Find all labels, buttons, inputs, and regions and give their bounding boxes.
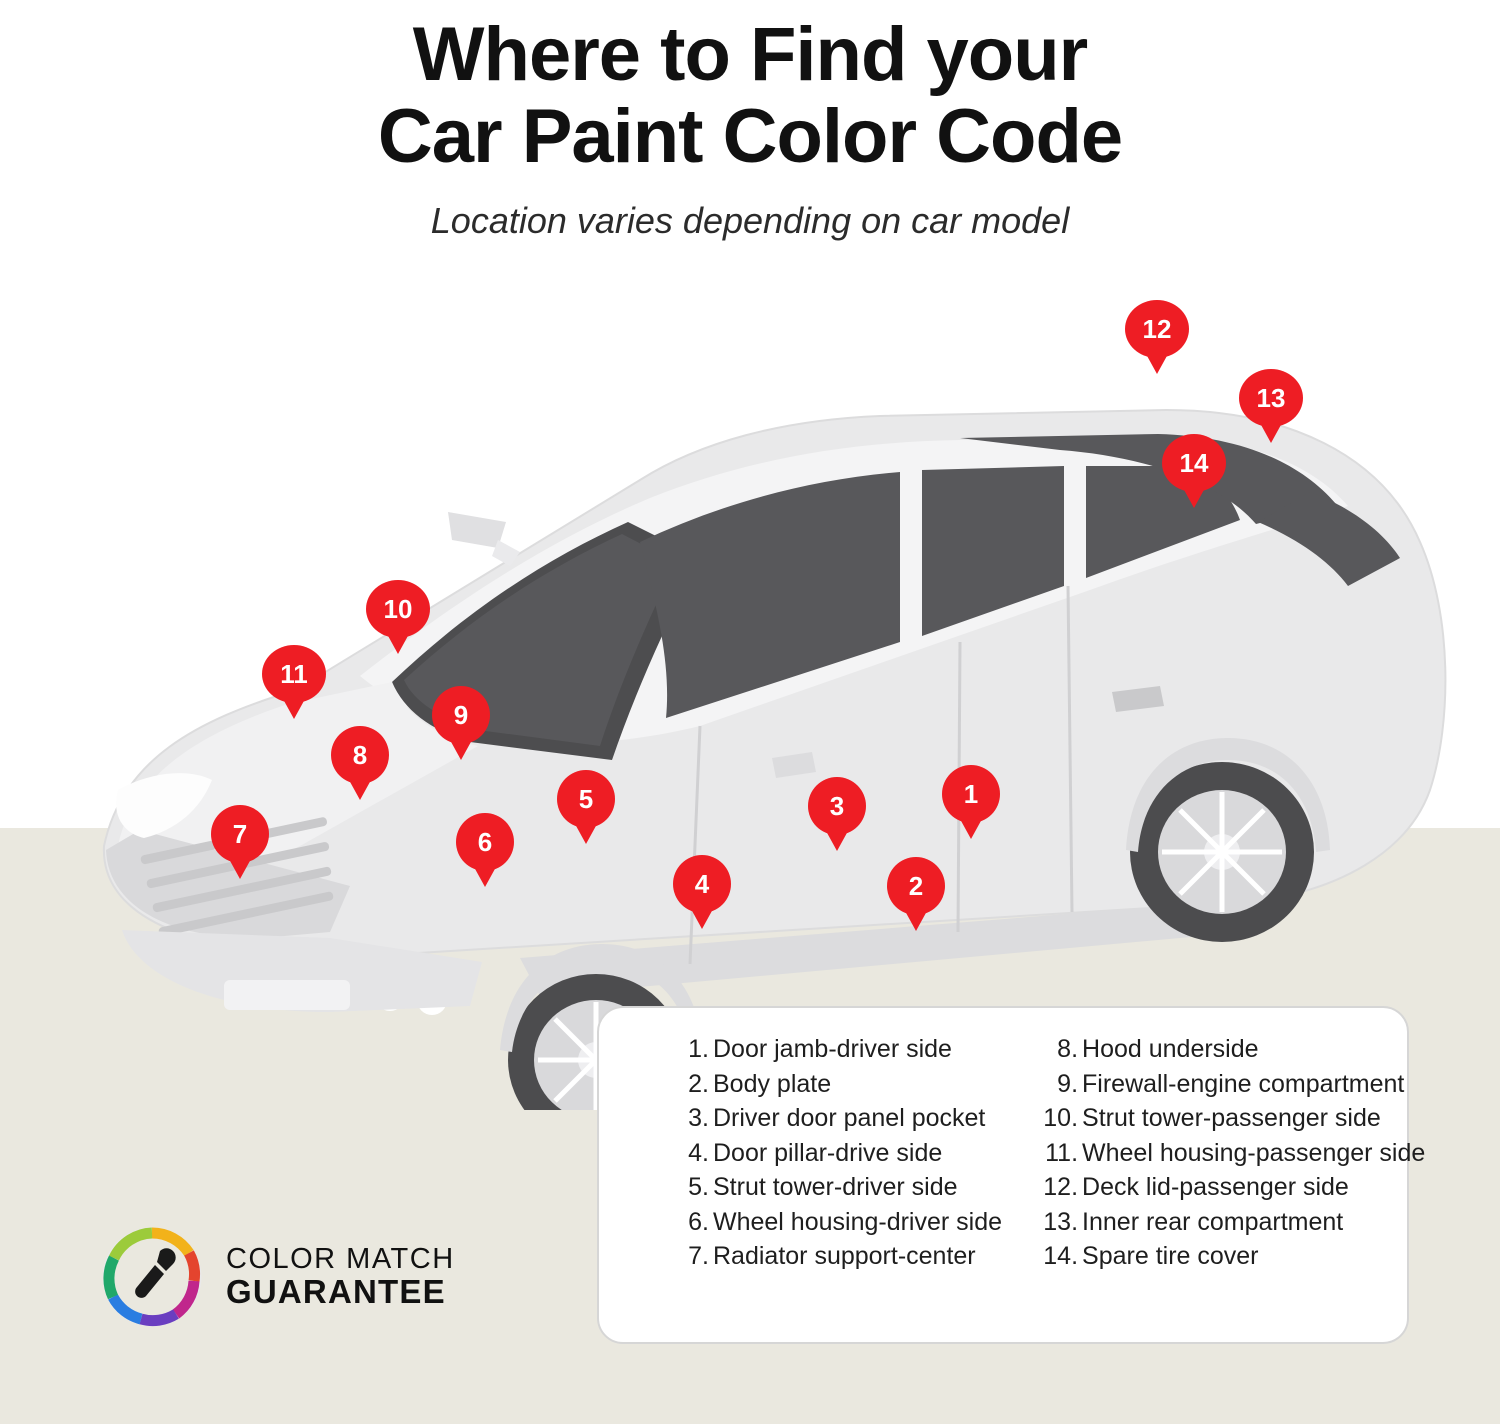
pin-1[interactable] <box>942 765 1000 823</box>
pin-label: 14 <box>1179 447 1209 478</box>
brand-logo <box>100 1222 500 1332</box>
eyedropper-icon <box>135 1248 176 1298</box>
pin-label: 5 <box>578 783 594 814</box>
header <box>0 0 1500 242</box>
pin-6[interactable] <box>456 813 514 871</box>
pin-label: 13 <box>1256 382 1286 413</box>
legend-item <box>673 1170 1002 1205</box>
pin-10[interactable] <box>366 580 430 638</box>
legend-item-text: Spare tire cover <box>1082 1242 1259 1270</box>
pin-label: 1 <box>963 778 979 809</box>
legend-item <box>673 1205 1002 1240</box>
legend-item-text: Wheel housing-passenger side <box>1082 1138 1426 1167</box>
legend-item-number: 13. <box>1043 1207 1079 1236</box>
pin-label: 10 <box>383 593 413 624</box>
legend-item-text: Strut tower-driver side <box>713 1173 958 1201</box>
pin-7[interactable] <box>211 805 269 863</box>
legend-item <box>1032 1101 1425 1136</box>
legend-item <box>673 1136 1002 1171</box>
legend-item-text: Door pillar-drive side <box>713 1138 943 1167</box>
brand-line-1: COLOR MATCH <box>226 1243 455 1276</box>
pin-8[interactable] <box>331 726 389 784</box>
pin-5[interactable] <box>557 770 615 828</box>
legend-item-number: 7. <box>688 1242 709 1270</box>
pin-label: 7 <box>232 818 248 849</box>
pin-4[interactable] <box>673 855 731 913</box>
legend-item-text: Body plate <box>713 1069 832 1098</box>
page-subtitle: Location varies depending on car model <box>430 200 1070 242</box>
legend-item-text: Wheel housing-driver side <box>713 1207 1003 1236</box>
legend-column-right <box>1012 1032 1425 1324</box>
pin-14[interactable] <box>1162 434 1226 492</box>
legend-item-text: Driver door panel pocket <box>713 1104 986 1132</box>
pin-3[interactable] <box>808 777 866 835</box>
legend-item-number: 2. <box>688 1069 709 1098</box>
title-line-2: Car Paint Color Code <box>377 94 1123 180</box>
title-line-1: Where to Find your <box>412 12 1088 97</box>
legend-item-number: 9. <box>1057 1069 1079 1098</box>
legend-item <box>673 1239 1002 1274</box>
legend-item-text: Hood underside <box>1082 1035 1259 1063</box>
pin-label: 4 <box>694 868 710 899</box>
pin-label: 9 <box>453 699 469 730</box>
legend-item-number: 11. <box>1045 1138 1079 1167</box>
pin-label: 8 <box>352 739 368 770</box>
legend-item <box>1032 1205 1425 1240</box>
legend-item-number: 14. <box>1043 1242 1079 1270</box>
legend-item-text: Strut tower-passenger side <box>1082 1104 1381 1132</box>
legend-item-number: 3. <box>688 1104 709 1132</box>
legend-item <box>1032 1032 1425 1067</box>
legend-item-text: Firewall-engine compartment <box>1082 1069 1405 1098</box>
pin-2[interactable] <box>887 857 945 915</box>
legend-item-number: 4. <box>688 1138 709 1167</box>
legend-item-number: 12. <box>1043 1173 1079 1201</box>
pin-9[interactable] <box>432 686 490 744</box>
legend-item <box>1032 1136 1425 1171</box>
legend-item-text: Door jamb-driver side <box>713 1035 952 1063</box>
legend-column-left <box>625 1032 1002 1324</box>
legend-item-text: Radiator support-center <box>713 1242 976 1270</box>
pin-13[interactable] <box>1239 369 1303 427</box>
legend-item <box>673 1101 1002 1136</box>
pin-label: 2 <box>908 870 924 901</box>
legend-item-number: 6. <box>688 1207 709 1236</box>
legend-item-number: 1. <box>688 1035 709 1063</box>
legend-item-number: 5. <box>688 1173 709 1201</box>
color-wheel-icon <box>100 1225 204 1329</box>
legend-item <box>1032 1067 1425 1102</box>
legend-item-number: 10. <box>1043 1104 1079 1132</box>
brand-text <box>226 1245 455 1308</box>
pin-label: 6 <box>477 826 493 857</box>
legend-item <box>673 1032 1002 1067</box>
pin-label: 12 <box>1142 313 1172 344</box>
page-title <box>0 14 1500 178</box>
legend-item-number: 8. <box>1057 1035 1079 1063</box>
pin-label: 3 <box>829 790 845 821</box>
brand-line-2: GUARANTEE <box>226 1272 446 1310</box>
pin-12[interactable] <box>1125 300 1189 358</box>
legend-item <box>1032 1170 1425 1205</box>
legend-item <box>673 1067 1002 1102</box>
license-plate-area <box>224 980 350 1010</box>
pin-11[interactable] <box>262 645 326 703</box>
legend-item <box>1032 1239 1425 1274</box>
legend-item-text: Deck lid-passenger side <box>1082 1173 1349 1201</box>
legend-card <box>597 1006 1426 1344</box>
pin-label: 11 <box>280 658 308 689</box>
legend-item-text: Inner rear compartment <box>1082 1207 1344 1236</box>
